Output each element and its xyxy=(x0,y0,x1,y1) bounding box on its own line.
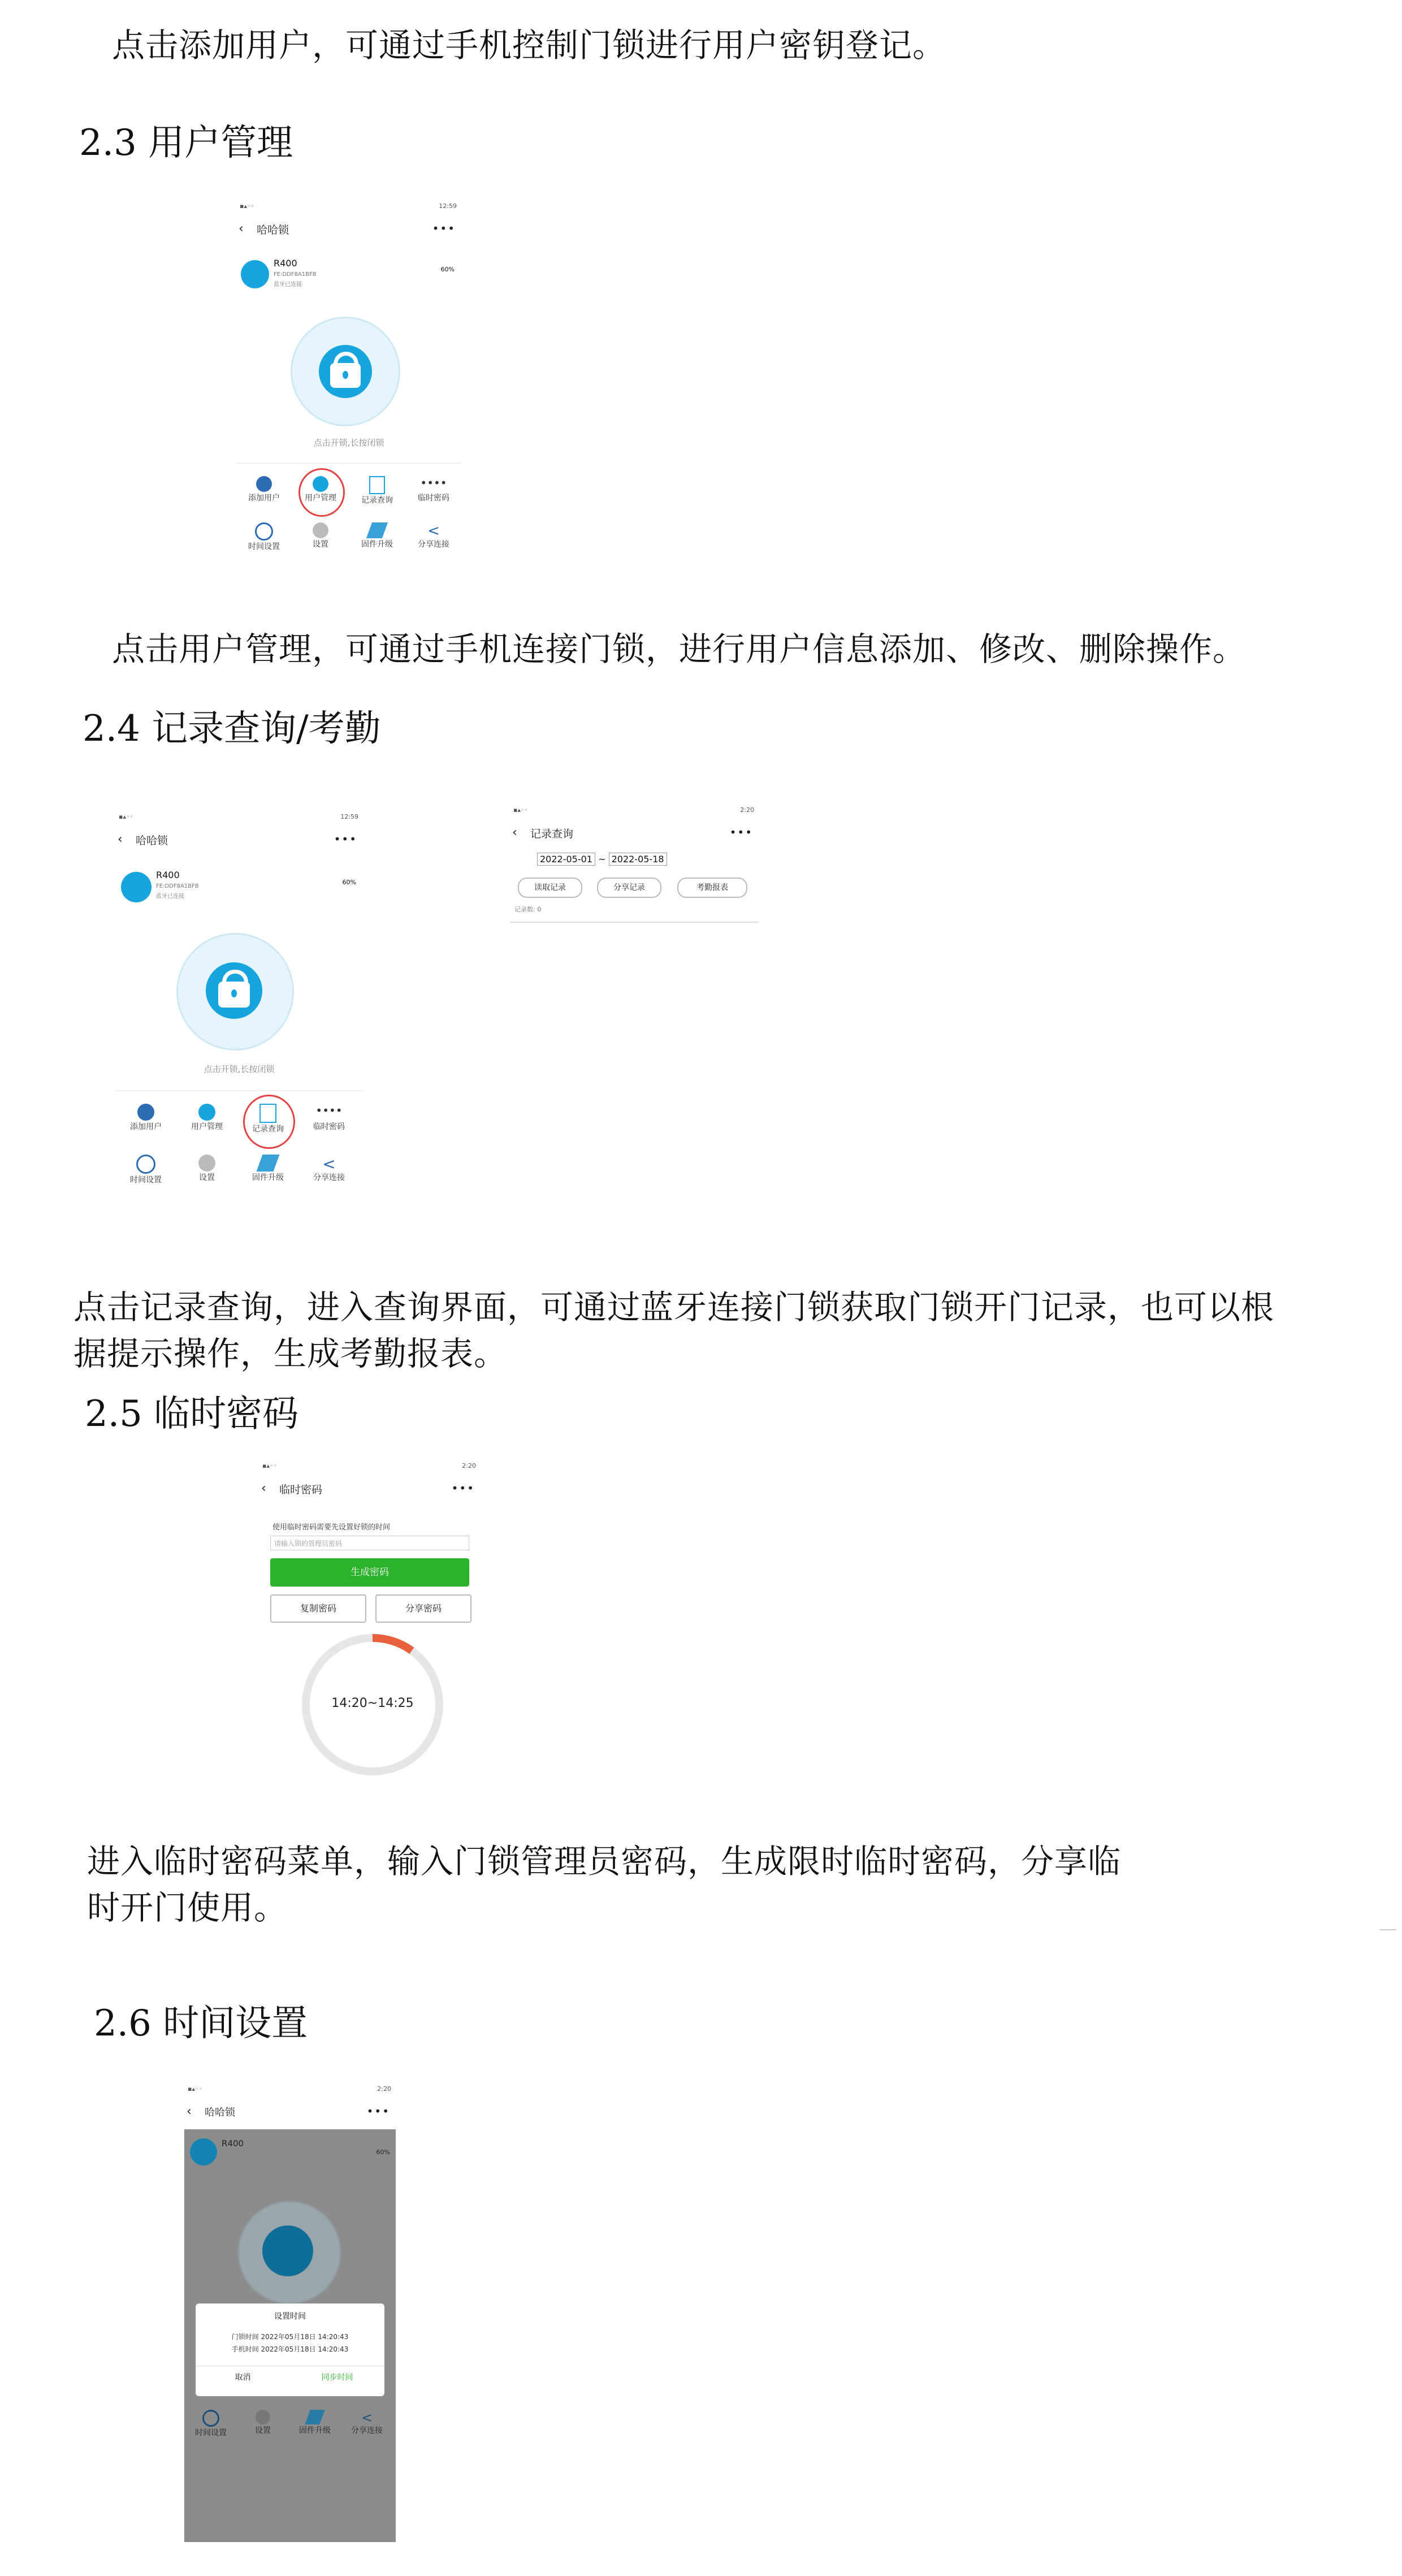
admin-password-input[interactable]: 请输入锁的管理员密码 xyxy=(270,1536,469,1550)
screenshot-record-menu: ▪▴◦◦ 12:59 ‹ 哈哈锁 ••• R400 FE:DDF8A1BFB 蓝牙已连接 60% 点击开锁,长按闭锁 添加用户 用户管理 记录查询 •••• 临时密码 时间设置 设置 固件升级 < 分享连接 xyxy=(115,810,363,1205)
countdown-progress xyxy=(373,1638,412,1651)
lock-hint: 点击开锁,长按闭锁 xyxy=(313,438,384,448)
screenshot-user-management: ▪▴◦◦ 12:59 ‹ 哈哈锁 ••• R400 FE:DDF8A1BFB 蓝牙已连接 60% 点击开锁,长按闭锁 添加用户 用户管理 记录查询 •••• 临时密码 时间设置 设置 固件升级 < 分享连接 xyxy=(236,199,461,567)
back-icon[interactable]: ‹ xyxy=(118,832,123,846)
cancel-button[interactable]: 取消 xyxy=(235,2373,251,2382)
paragraph-record-line2: 据提示操作，生成考勤报表。 xyxy=(73,1334,508,1373)
device-avatar xyxy=(190,2138,217,2166)
menu-capsule[interactable]: ••• xyxy=(451,1481,475,1495)
gear-icon xyxy=(256,2410,270,2424)
time-dialog xyxy=(196,2303,384,2396)
add-user-icon xyxy=(137,1104,154,1121)
paragraph-temp-line2: 时开门使用。 xyxy=(87,1888,288,1927)
read-records-button[interactable]: 读取记录 xyxy=(518,878,582,898)
device-avatar xyxy=(241,260,269,288)
grid-record-query[interactable]: 记录查询 xyxy=(352,476,403,505)
date-range xyxy=(537,854,667,865)
back-icon[interactable]: ‹ xyxy=(187,2104,192,2119)
battery-level: 60% xyxy=(376,2149,390,2156)
grid-add-user[interactable]: 添加用户 xyxy=(119,1104,173,1132)
grid-settings: 设置 xyxy=(237,2410,288,2436)
device-id: FE:DDF8A1BFB xyxy=(156,883,199,889)
grid-settings[interactable]: 设置 xyxy=(180,1155,234,1183)
upgrade-icon xyxy=(257,1155,280,1172)
grid-share[interactable]: < 分享连接 xyxy=(302,1155,356,1183)
lock-time: 门锁时间 2022年05月18日 14:20:43 xyxy=(231,2333,349,2341)
grid-firmware[interactable]: 固件升级 xyxy=(352,522,403,550)
device-id: FE:DDF8A1BFB xyxy=(274,271,317,278)
add-user-icon xyxy=(256,476,272,492)
phone-time: 手机时间 2022年05月18日 14:20:43 xyxy=(231,2345,349,2353)
grid-time-setting: 时间设置 xyxy=(185,2410,236,2438)
nav-title: 哈哈锁 xyxy=(136,835,168,847)
heading-temp-password: 2.5 临时密码 xyxy=(85,1393,299,1435)
record-query-icon xyxy=(369,476,385,494)
keyhole xyxy=(231,989,237,997)
share-icon: < xyxy=(427,522,440,539)
heading-time-setting: 2.6 时间设置 xyxy=(94,2003,308,2045)
paragraph-user-management: 点击用户管理，可通过手机连接门锁，进行用户信息添加、修改、删除操作。 xyxy=(112,630,1247,668)
grid-record-query[interactable]: 记录查询 xyxy=(241,1104,295,1134)
grid-firmware[interactable]: 固件升级 xyxy=(241,1155,295,1183)
connection-status: 蓝牙已连接 xyxy=(156,893,184,900)
generate-password-button[interactable]: 生成密码 xyxy=(270,1558,469,1587)
menu-capsule[interactable]: ••• xyxy=(334,832,357,846)
share-records-button[interactable]: 分享记录 xyxy=(597,878,661,898)
paragraph-record-line1: 点击记录查询，进入查询界面，可通过蓝牙连接门锁获取门锁开门记录，也可以根 xyxy=(73,1288,1275,1326)
nav-title: 记录查询 xyxy=(530,828,574,840)
share-icon: < xyxy=(361,2410,373,2426)
grid-add-user[interactable]: 添加用户 xyxy=(239,476,289,503)
keyhole xyxy=(343,371,348,379)
paragraph-temp-line1: 进入临时密码菜单，输入门锁管理员密码，生成限时临时密码，分享临 xyxy=(87,1842,1122,1881)
device-name: R400 xyxy=(222,2138,244,2149)
date-separator: ~ xyxy=(598,854,606,865)
grid-share: < 分享连接 xyxy=(341,2410,392,2436)
screenshot-temp-password: ▪▴◦◦ 2:20 ‹ 临时密码 ••• 使用临时密码需要先设置好锁的时间 请输入锁的管理员密码 生成密码 复制密码 分享密码 14:20~14:25 xyxy=(259,1459,481,1781)
time-range: 14:20~14:25 xyxy=(331,1696,414,1710)
share-password-button[interactable]: 分享密码 xyxy=(375,1594,471,1623)
start-date-field[interactable]: 2022-05-01 xyxy=(537,853,595,866)
lock-icon xyxy=(262,2225,313,2276)
grid-share[interactable]: < 分享连接 xyxy=(408,522,459,550)
grid-settings[interactable]: 设置 xyxy=(295,522,346,550)
clock-icon xyxy=(255,522,273,541)
device-name: R400 xyxy=(274,258,297,269)
user-management-icon xyxy=(198,1104,215,1121)
highlight-circle xyxy=(243,1095,295,1149)
back-icon[interactable]: ‹ xyxy=(261,1481,266,1496)
nav-title: 哈哈锁 xyxy=(257,224,289,236)
gear-icon xyxy=(198,1155,215,1172)
end-date-field[interactable]: 2022-05-18 xyxy=(609,853,667,866)
record-count: 记录数: 0 xyxy=(514,906,542,913)
grid-time-setting[interactable]: 时间设置 xyxy=(119,1155,173,1185)
attendance-report-button[interactable]: 考勤报表 xyxy=(677,878,747,898)
device-avatar xyxy=(121,872,152,902)
temp-password-note: 使用临时密码需要先设置好锁的时间 xyxy=(272,1523,391,1532)
nav-title: 临时密码 xyxy=(279,1484,323,1496)
clock-icon xyxy=(202,2410,219,2427)
grid-user-management[interactable]: 用户管理 xyxy=(180,1104,234,1132)
highlight-circle xyxy=(298,468,345,517)
menu-capsule[interactable]: ••• xyxy=(729,825,753,839)
device-name: R400 xyxy=(156,870,180,880)
connection-status: 蓝牙已连接 xyxy=(274,282,302,288)
sync-time-button[interactable]: 同步时间 xyxy=(321,2373,353,2382)
battery-level: 60% xyxy=(342,879,356,886)
dots-icon: •••• xyxy=(420,476,447,490)
grid-user-management[interactable]: 用户管理 xyxy=(295,476,346,503)
gear-icon xyxy=(313,522,328,538)
back-icon[interactable]: ‹ xyxy=(239,222,244,236)
dots-icon: •••• xyxy=(315,1104,343,1117)
nav-title: 哈哈锁 xyxy=(205,2107,235,2119)
edge-mark xyxy=(1379,1929,1396,1930)
dialog-title: 设置时间 xyxy=(274,2312,306,2321)
upgrade-icon xyxy=(305,2410,324,2424)
lock-hint: 点击开锁,长按闭锁 xyxy=(204,1064,275,1074)
grid-temp-password[interactable]: •••• 临时密码 xyxy=(302,1104,356,1132)
back-icon[interactable]: ‹ xyxy=(512,825,517,840)
heading-user-management: 2.3 用户管理 xyxy=(79,122,293,164)
grid-temp-password[interactable]: •••• 临时密码 xyxy=(408,476,459,503)
grid-firmware: 固件升级 xyxy=(289,2410,340,2436)
share-icon: < xyxy=(322,1155,336,1173)
copy-password-button[interactable]: 复制密码 xyxy=(270,1594,366,1623)
upgrade-icon xyxy=(366,522,388,538)
clock-icon xyxy=(136,1155,155,1174)
paragraph-add-user: 点击添加用户，可通过手机控制门锁进行用户密钥登记。 xyxy=(112,26,946,64)
screenshot-record-query: ▪▴◦◦ 2:20 ‹ 记录查询 ••• 2022-05-01 ~ 2022-05-18 读取记录 分享记录 考勤报表 记录数: 0 xyxy=(510,803,759,923)
grid-time-setting[interactable]: 时间设置 xyxy=(239,522,289,552)
menu-capsule[interactable]: ••• xyxy=(366,2104,390,2118)
battery-level: 60% xyxy=(440,266,455,273)
menu-capsule[interactable]: ••• xyxy=(432,222,456,235)
heading-record-query: 2.4 记录查询/考勤 xyxy=(83,708,381,750)
screenshot-time-setting: ▪▴◦◦ 2:20 ‹ 哈哈锁 ••• R400 60% 设置时间 门锁时间 2022年05月18日 14:20:43 手机时间 2022年05月18日 14:20:43 取消 同步时间 时间设置 设置 固件升级 < 分享连接 xyxy=(184,2082,396,2542)
